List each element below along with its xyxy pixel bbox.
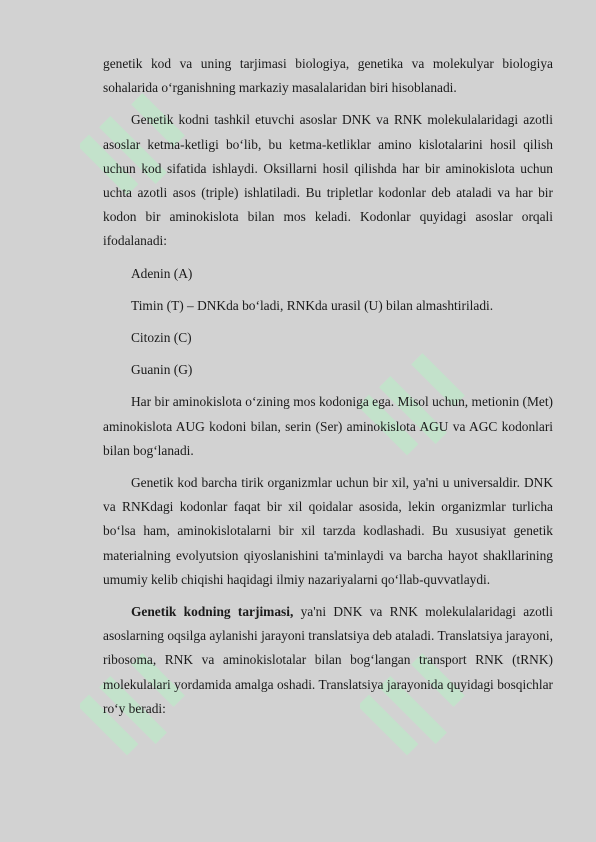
paragraph: Har bir aminokislota o‘zining mos kodoniga ega. Misol uchun, metionin (Met) aminokislota AUG kodoni bilan, serin (Ser) aminokislota AGU va AGC kodonlari bilan bog‘lanadi. bbox=[103, 394, 553, 458]
list-item: Timin (T) – DNKda bo‘ladi, RNKda urasil (U) bilan almashtiriladi. bbox=[131, 297, 494, 313]
paragraph: Genetik kodni tashkil etuvchi asoslar DNK va RNK molekulalaridagi azotli asoslar ketma-ketligi bo‘lib, bu ketma-ketliklar amino kislotalarini hosil qilish uchun kod sifatida ishlaydi. Oksillarni hosil qilishda har bir aminokislota uchun uchta azotli asos (triple) ishlatiladi. Bu tripletlar kodonlar deb ataladi va har bir kodon bir aminokislota bilan mos keladi. Kodonlar quyidagi asoslar orqali ifodalanadi: bbox=[103, 112, 553, 249]
paragraph: Genetik kod barcha tirik organizmlar uchun bir xil, ya'ni u universaldir. DNK va RNKdagi kodonlar faqat bir xil qoidalar asosida, lekin organizmlar turlicha bo‘lsa ham, aminokislotalarni bir xil tarzda kodlashadi. Bu xususiyat genetik materialning evolyutsion qiyoslanishini ta'minlaydi va barcha hayot shakllarining umumiy kelib chiqishi haqidagi ilmiy nazariyalarni qo‘llab-quvvatlaydi. bbox=[103, 475, 553, 587]
paragraph-text: ya'ni DNK va RNK molekulalaridagi azotli asoslarning oqsilga aylanishi jarayoni translatsiya deb ataladi. Translatsiya jarayoni, ribosoma, RNK va aminokislotalar bilan bog‘langan transport RNK (tRNK) molekulalari yordamida amalga oshadi. Translatsiya jarayonida quyidagi bosqichlar ro‘y beradi: bbox=[103, 604, 553, 716]
list-item: Adenin (A) bbox=[131, 265, 193, 281]
list-item: Guanin (G) bbox=[131, 362, 193, 378]
list-item: Citozin (C) bbox=[131, 330, 192, 346]
body-text bbox=[103, 52, 553, 721]
bold-term: Genetik kodning tarjimasi, bbox=[131, 604, 294, 620]
paragraph: genetik kod va uning tarjimasi biologiya, genetika va molekulyar biologiya sohalarida o‘rganishning markaziy masalalaridan biri hisoblanadi. bbox=[103, 56, 553, 96]
paragraph bbox=[103, 600, 553, 721]
